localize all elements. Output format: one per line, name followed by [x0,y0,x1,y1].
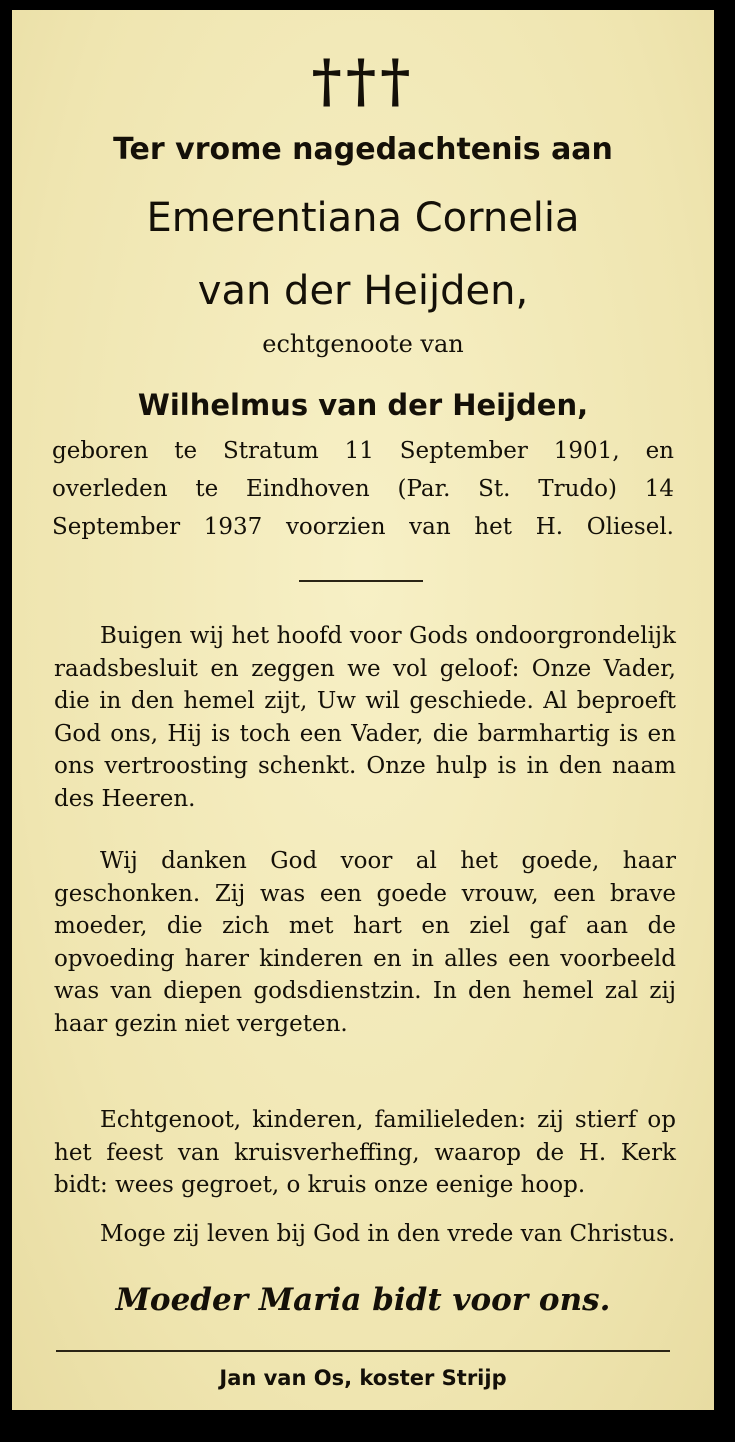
bio-line-date: September 1937 voorzien van het H. Oliesel. [52,514,674,540]
paragraph-blessing: Moge zij leven bij God in den vrede van Christus. [100,1221,676,1247]
crosses-ornament: ††† [311,47,415,115]
family-text [54,1104,676,1202]
bio-line-birth: geboren te Stratum 11 September 1901, en [52,438,674,464]
long-divider [56,1350,670,1352]
spouse-label: echtgenoote van [262,330,464,358]
intro-heading: Ter vrome nagedachtenis aan [113,132,613,167]
blessing-text [54,1218,676,1251]
paragraph-thanks: Wij danken God voor al het goede, haar geschonken. Zij was een goede vrouw, een brave moeder, die zich met hart en ziel gaf aan de opvoeding harer kinderen en in alles een voorbeeld was van diepen godsdienstzin. In den hemel zal zij haar gezin niet vergeten. [54,848,676,1037]
deceased-name-line1: Emerentiana Cornelia [146,195,580,241]
printer-credit: Jan van Os, koster Strijp [219,1366,507,1390]
paragraph-family: Echtgenoot, kinderen, familieleden: zij stierf op het feest van kruisverheffing, waarop de H. Kerk bidt: wees gegroet, o kruis onze eenige hoop. [54,1107,676,1198]
memorial-card [12,10,714,1410]
prayer-text [54,620,676,815]
short-divider [299,580,423,582]
spouse-name: Wilhelmus van der Heijden, [137,388,589,422]
thanks-text [54,845,676,1040]
deceased-name-line2: van der Heijden, [197,268,529,314]
paragraph-prayer: Buigen wij het hoofd voor Gods ondoorgrondelijk raadsbesluit en zeggen we vol geloof: Onze Vader, die in den hemel zijt, Uw wil geschiede. Al beproeft God ons, Hij is toch een Vader, die barmhartig is en ons vertroosting schenkt. Onze hulp is in den naam des Heeren. [54,623,676,812]
closing-prayer: Moeder Maria bidt voor ons. [115,1282,611,1318]
bio-line-death: overleden te Eindhoven (Par. St. Trudo) 14 [52,476,674,502]
